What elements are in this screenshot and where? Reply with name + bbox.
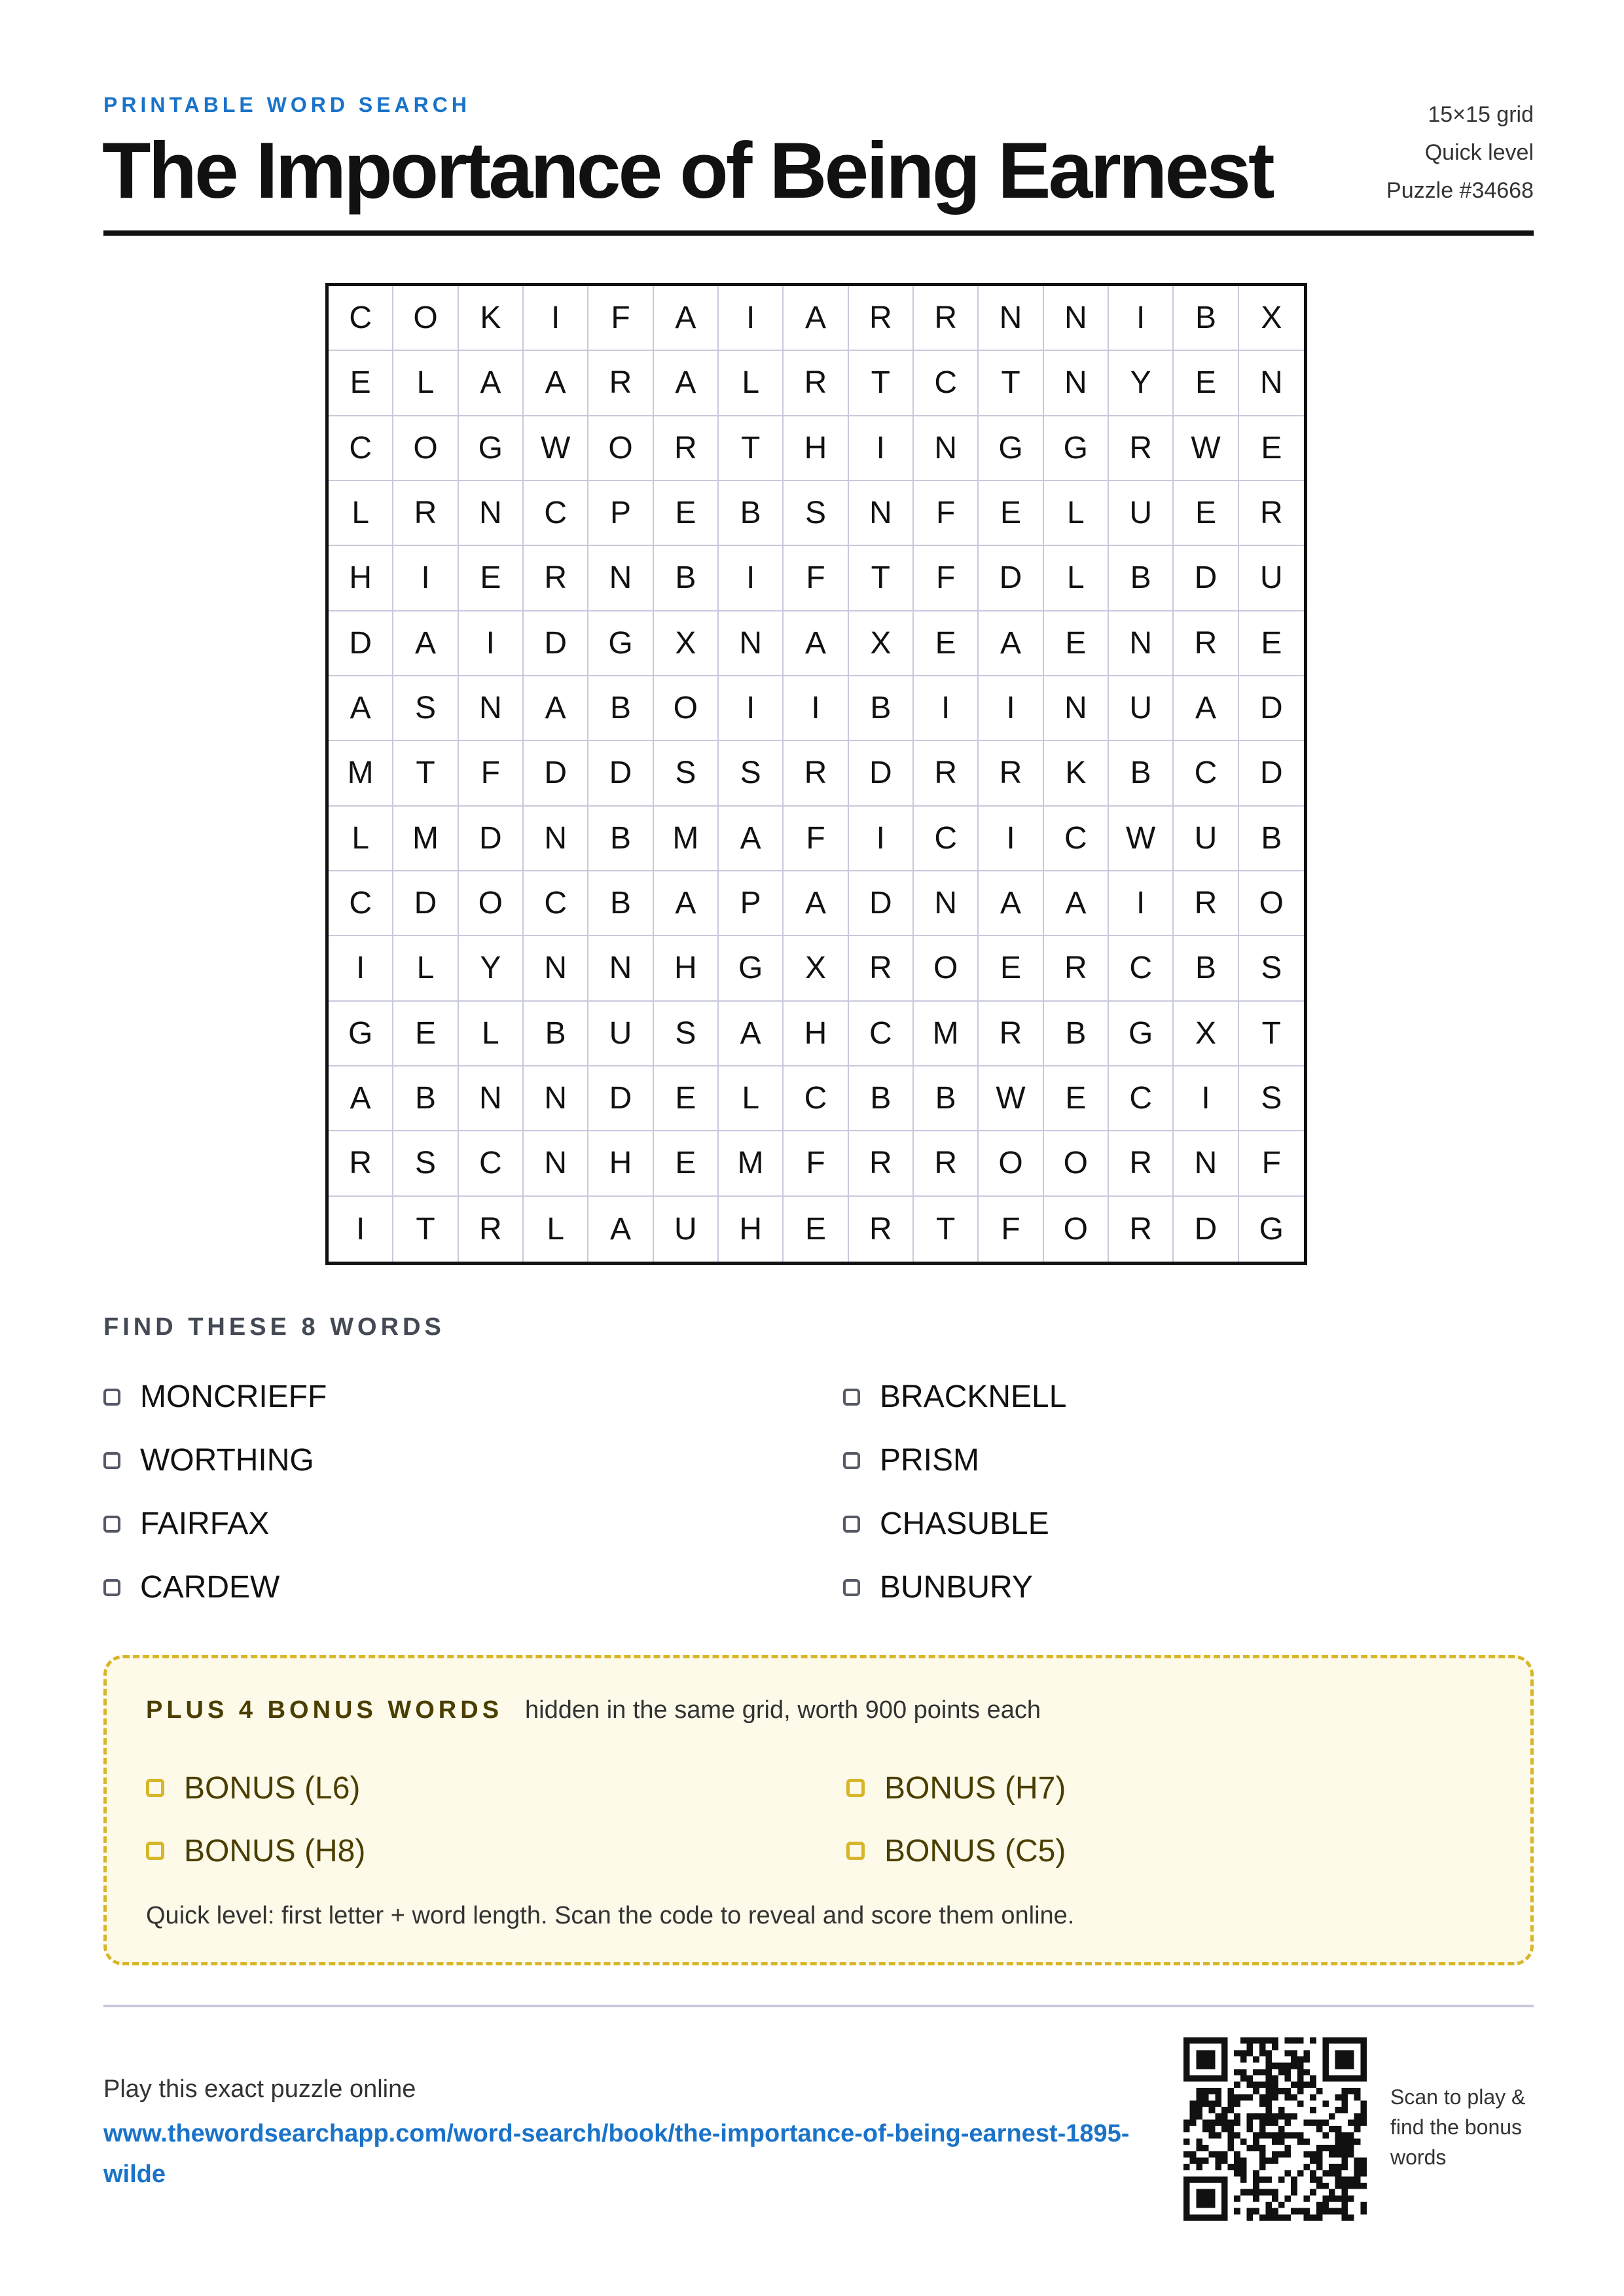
grid-cell[interactable]: A <box>784 286 848 351</box>
grid-cell[interactable]: B <box>1109 741 1174 806</box>
grid-cell[interactable]: X <box>849 611 914 676</box>
grid-cell[interactable]: N <box>979 286 1043 351</box>
grid-cell[interactable]: S <box>1239 1066 1304 1131</box>
bonus-word-label: BONUS (L6) <box>184 1770 361 1806</box>
grid-cell[interactable]: C <box>1044 807 1109 871</box>
grid-cell[interactable]: M <box>393 807 458 871</box>
bonus-panel <box>103 1655 1534 1965</box>
grid-cell[interactable]: E <box>1174 481 1238 546</box>
grid-cell[interactable]: E <box>654 1131 719 1196</box>
grid-cell[interactable]: D <box>329 611 393 676</box>
grid-cell[interactable]: N <box>524 1131 588 1196</box>
grid-cell[interactable]: B <box>393 1066 458 1131</box>
grid-cell[interactable]: B <box>849 1066 914 1131</box>
grid-cell[interactable]: G <box>1259 1211 1284 1247</box>
grid-cell[interactable]: D <box>849 741 914 806</box>
grid-cell[interactable]: R <box>1174 871 1238 936</box>
grid-cell[interactable]: P <box>719 871 784 936</box>
grid-cell[interactable]: A <box>979 871 1043 936</box>
grid-cell[interactable]: N <box>719 611 784 676</box>
word-label: BUNBURY <box>880 1570 1033 1605</box>
grid-cell[interactable]: S <box>654 1002 719 1066</box>
grid-cell[interactable]: R <box>849 286 914 351</box>
grid-cell[interactable]: D <box>588 741 653 806</box>
grid-cell[interactable]: D <box>1174 1197 1238 1262</box>
grid-cell[interactable]: E <box>1174 351 1238 416</box>
grid-cell[interactable]: B <box>914 1066 979 1131</box>
grid-cell[interactable]: N <box>524 936 588 1001</box>
grid-cell[interactable]: L <box>393 936 458 1001</box>
grid-cell[interactable]: I <box>329 936 393 1001</box>
checkbox-icon[interactable] <box>843 1516 860 1533</box>
checkbox-icon[interactable] <box>843 1452 860 1469</box>
grid-cell[interactable]: A <box>329 1066 393 1131</box>
grid-cell[interactable]: R <box>849 1197 914 1262</box>
word-label: PRISM <box>880 1443 980 1478</box>
grid-cell[interactable]: R <box>1109 1197 1174 1262</box>
grid-cell[interactable]: F <box>784 807 848 871</box>
grid-cell[interactable]: N <box>1044 286 1109 351</box>
grid-cell[interactable]: B <box>1239 807 1304 871</box>
grid-cell[interactable]: X <box>1174 1002 1238 1066</box>
grid-cell[interactable]: R <box>914 741 979 806</box>
grid-cell[interactable]: C <box>524 481 588 546</box>
grid-cell[interactable]: T <box>849 546 914 611</box>
grid-cell[interactable]: H <box>784 416 848 481</box>
grid-cell[interactable]: B <box>1044 1002 1109 1066</box>
word-item[interactable] <box>103 1492 843 1556</box>
grid-cell[interactable]: S <box>654 741 719 806</box>
grid-cell[interactable]: S <box>393 1131 458 1196</box>
grid-cell[interactable]: I <box>1109 871 1174 936</box>
grid-cell[interactable]: N <box>1044 676 1109 741</box>
letter-grid[interactable] <box>325 283 1307 1265</box>
level: Quick level <box>1424 140 1534 165</box>
checkbox-icon[interactable] <box>103 1579 120 1596</box>
grid-cell[interactable]: O <box>1044 1197 1109 1262</box>
grid-cell[interactable]: R <box>914 286 979 351</box>
grid-cell[interactable]: H <box>329 546 393 611</box>
checkbox-icon[interactable] <box>103 1452 120 1469</box>
grid-cell[interactable]: C <box>329 871 393 936</box>
grid-cell[interactable]: A <box>654 871 719 936</box>
grid-cell[interactable]: R <box>849 936 914 1001</box>
grid-cell[interactable]: L <box>719 1066 784 1131</box>
grid-cell[interactable]: T <box>914 1197 979 1262</box>
grid-cell[interactable]: C <box>914 807 979 871</box>
grid-cell[interactable]: R <box>979 741 1043 806</box>
grid-cell[interactable]: C <box>849 1002 914 1066</box>
grid-cell[interactable]: W <box>1109 807 1174 871</box>
grid-cell[interactable]: G <box>1044 416 1109 481</box>
grid-cell[interactable]: O <box>654 676 719 741</box>
grid-cell[interactable]: U <box>1109 481 1174 546</box>
grid-cell[interactable]: N <box>459 481 524 546</box>
grid-cell[interactable]: R <box>784 741 848 806</box>
grid-cell[interactable]: O <box>393 416 458 481</box>
grid-cell[interactable]: U <box>1174 807 1238 871</box>
grid-cell[interactable]: E <box>1044 611 1109 676</box>
grid-cell[interactable]: I <box>849 416 914 481</box>
grid-cell[interactable]: S <box>719 741 784 806</box>
grid-cell[interactable]: O <box>1239 871 1304 936</box>
word-item[interactable] <box>103 1429 843 1492</box>
grid-cell[interactable]: E <box>914 611 979 676</box>
grid-cell[interactable]: I <box>459 611 524 676</box>
checkbox-icon[interactable] <box>103 1389 120 1406</box>
word-label: CARDEW <box>140 1570 280 1605</box>
grid-cell[interactable]: U <box>588 1002 653 1066</box>
grid-cell[interactable]: D <box>1174 546 1238 611</box>
grid-cell[interactable]: C <box>914 351 979 416</box>
grid-cell[interactable]: R <box>459 1197 524 1262</box>
grid-cell[interactable]: A <box>524 351 588 416</box>
bonus-word-label: BONUS (H7) <box>884 1770 1066 1806</box>
grid-cell[interactable]: R <box>914 1131 979 1196</box>
word-label: FAIRFAX <box>140 1506 270 1541</box>
grid-cell[interactable]: S <box>1239 936 1304 1001</box>
grid-cell[interactable]: R <box>1044 936 1109 1001</box>
grid-cell[interactable]: R <box>1109 416 1174 481</box>
grid-cell[interactable]: R <box>784 351 848 416</box>
grid-cell[interactable]: F <box>459 741 524 806</box>
puzzle-number: Puzzle #34668 <box>1386 178 1534 203</box>
grid-cell[interactable]: T <box>849 351 914 416</box>
grid-cell[interactable]: M <box>329 741 393 806</box>
grid-cell[interactable]: E <box>979 936 1043 1001</box>
grid-cell[interactable]: N <box>1109 611 1174 676</box>
grid-cell[interactable]: F <box>979 1197 1043 1262</box>
grid-cell[interactable]: I <box>329 1197 393 1262</box>
play-online-label: Play this exact puzzle online <box>103 2075 416 2103</box>
grid-cell[interactable]: N <box>459 1066 524 1131</box>
grid-cell[interactable]: M <box>719 1131 784 1196</box>
grid-cell[interactable]: N <box>459 676 524 741</box>
grid-cell[interactable]: A <box>719 807 784 871</box>
grid-cell[interactable]: E <box>654 481 719 546</box>
grid-cell[interactable]: A <box>524 676 588 741</box>
bonus-note: Quick level: first letter + word length. Scan the code to reveal and score them online. <box>146 1902 1075 1929</box>
grid-cell[interactable]: R <box>524 546 588 611</box>
grid-cell[interactable]: F <box>784 546 848 611</box>
bonus-word-item[interactable] <box>846 1819 1494 1882</box>
grid-cell[interactable]: A <box>979 611 1043 676</box>
grid-cell[interactable]: Y <box>1109 351 1174 416</box>
footer-divider <box>103 2005 1534 2007</box>
grid-cell[interactable]: B <box>588 676 653 741</box>
grid-cell[interactable]: M <box>914 1002 979 1066</box>
word-item[interactable] <box>103 1365 843 1429</box>
grid-cell[interactable]: E <box>393 1002 458 1066</box>
grid-cell[interactable]: B <box>849 676 914 741</box>
grid-cell[interactable]: B <box>588 807 653 871</box>
bonus-word-item[interactable] <box>846 1757 1494 1819</box>
grid-cell[interactable]: G <box>329 1002 393 1066</box>
grid-cell[interactable]: B <box>524 1002 588 1066</box>
grid-cell[interactable]: I <box>1174 1066 1238 1131</box>
word-label: WORTHING <box>140 1443 314 1478</box>
grid-cell[interactable]: N <box>914 416 979 481</box>
grid-cell[interactable]: N <box>524 807 588 871</box>
grid-cell[interactable]: D <box>393 871 458 936</box>
bonus-word-label: BONUS (H8) <box>184 1833 366 1868</box>
checkbox-icon[interactable] <box>146 1842 164 1860</box>
grid-cell[interactable]: N <box>1239 351 1304 416</box>
grid-cell[interactable]: T <box>1239 1002 1304 1066</box>
grid-cell[interactable]: I <box>719 546 784 611</box>
grid-cell[interactable]: R <box>1239 481 1304 546</box>
grid-cell[interactable]: R <box>654 416 719 481</box>
grid-cell[interactable]: H <box>784 1002 848 1066</box>
find-words-label: FIND THESE 8 WORDS <box>103 1313 445 1341</box>
grid-cell[interactable]: R <box>329 1131 393 1196</box>
word-item[interactable] <box>843 1365 1534 1429</box>
grid-cell[interactable]: H <box>654 936 719 1001</box>
grid-cell[interactable]: X <box>784 936 848 1001</box>
checkbox-icon[interactable] <box>103 1516 120 1533</box>
grid-cell[interactable]: O <box>1044 1131 1109 1196</box>
grid-cell[interactable]: U <box>1239 546 1304 611</box>
bonus-header <box>146 1696 1041 1724</box>
grid-cell[interactable]: X <box>1239 286 1304 351</box>
grid-cell[interactable]: A <box>393 611 458 676</box>
grid-cell[interactable]: E <box>1239 611 1304 676</box>
word-item[interactable] <box>103 1556 843 1619</box>
grid-cell[interactable]: R <box>849 1131 914 1196</box>
grid-cell[interactable]: B <box>1174 286 1238 351</box>
grid-cell[interactable]: H <box>719 1197 784 1262</box>
grid-cell[interactable]: G <box>1109 1002 1174 1066</box>
grid-cell[interactable]: I <box>393 546 458 611</box>
qr-code-icon[interactable] <box>1183 2037 1367 2221</box>
grid-cell[interactable]: N <box>914 871 979 936</box>
word-label: MONCRIEFF <box>140 1379 327 1414</box>
grid-cell[interactable]: A <box>1174 676 1238 741</box>
grid-cell[interactable]: E <box>784 1197 848 1262</box>
grid-cell[interactable]: T <box>393 1197 458 1262</box>
grid-cell[interactable]: I <box>849 807 914 871</box>
grid-cell[interactable]: G <box>719 936 784 1001</box>
grid-cell[interactable]: D <box>979 546 1043 611</box>
grid-cell[interactable]: A <box>329 676 393 741</box>
bonus-subtitle: hidden in the same grid, worth 900 points each <box>525 1696 1041 1724</box>
grid-cell[interactable]: O <box>979 1131 1043 1196</box>
header-divider <box>103 230 1534 236</box>
grid-cell[interactable]: R <box>979 1002 1043 1066</box>
grid-cell[interactable]: A <box>588 1197 653 1262</box>
grid-cell[interactable]: F <box>1239 1131 1304 1196</box>
grid-cell[interactable]: I <box>979 807 1043 871</box>
bonus-word-label: BONUS (C5) <box>884 1833 1066 1868</box>
grid-cell[interactable]: A <box>784 871 848 936</box>
grid-cell[interactable]: O <box>588 416 653 481</box>
grid-cell[interactable]: S <box>393 676 458 741</box>
grid-cell[interactable]: L <box>1044 546 1109 611</box>
grid-cell[interactable]: C <box>329 416 393 481</box>
grid-cell[interactable]: R <box>393 481 458 546</box>
word-item[interactable] <box>843 1429 1534 1492</box>
grid-cell[interactable]: C <box>1109 936 1174 1001</box>
grid-cell[interactable]: K <box>1044 741 1109 806</box>
grid-cell[interactable]: B <box>1109 546 1174 611</box>
grid-cell[interactable]: I <box>719 676 784 741</box>
grid-cell[interactable]: G <box>588 611 653 676</box>
grid-cell[interactable]: Y <box>459 936 524 1001</box>
grid-cell[interactable]: E <box>459 546 524 611</box>
grid-cell[interactable]: T <box>719 416 784 481</box>
grid-cell[interactable]: D <box>849 871 914 936</box>
bonus-word-item[interactable] <box>146 1819 846 1882</box>
word-item[interactable] <box>843 1556 1534 1619</box>
grid-cell[interactable]: T <box>393 741 458 806</box>
grid-cell[interactable]: F <box>588 286 653 351</box>
puzzle-meta <box>1386 96 1534 210</box>
grid-cell[interactable]: B <box>719 481 784 546</box>
grid-cell[interactable]: N <box>588 546 653 611</box>
grid-cell[interactable]: A <box>719 1002 784 1066</box>
bonus-word-item[interactable] <box>146 1757 846 1819</box>
grid-cell[interactable]: D <box>588 1066 653 1131</box>
grid-cell[interactable]: R <box>588 351 653 416</box>
grid-cell[interactable]: C <box>329 286 393 351</box>
grid-size: 15×15 grid <box>1428 102 1534 127</box>
eyebrow-label: PRINTABLE WORD SEARCH <box>103 93 471 117</box>
grid-cell[interactable]: E <box>1044 1066 1109 1131</box>
grid-cell[interactable]: L <box>329 481 393 546</box>
grid-cell[interactable]: O <box>393 286 458 351</box>
grid-cell[interactable]: D <box>459 807 524 871</box>
grid-cell[interactable]: R <box>1174 611 1238 676</box>
grid-cell[interactable]: H <box>588 1131 653 1196</box>
grid-cell[interactable]: G <box>979 416 1043 481</box>
grid-cell[interactable]: W <box>1174 416 1238 481</box>
checkbox-icon[interactable] <box>846 1779 865 1797</box>
grid-cell[interactable]: B <box>1174 936 1238 1001</box>
grid-cell[interactable]: R <box>1109 1131 1174 1196</box>
scan-instructions: Scan to play & find the bonus words <box>1390 2085 1526 2169</box>
grid-cell[interactable]: C <box>459 1131 524 1196</box>
grid-cell[interactable]: I <box>524 286 588 351</box>
bonus-word-list <box>146 1757 1494 1882</box>
grid-cell[interactable]: C <box>1174 741 1238 806</box>
grid-cell[interactable]: L <box>524 1197 588 1262</box>
grid-cell[interactable]: O <box>459 871 524 936</box>
grid-cell[interactable]: X <box>654 611 719 676</box>
grid-cell[interactable]: I <box>784 676 848 741</box>
grid-cell[interactable]: C <box>784 1066 848 1131</box>
grid-cell[interactable]: L <box>719 351 784 416</box>
grid-cell[interactable]: E <box>979 481 1043 546</box>
grid-cell[interactable]: D <box>1239 676 1304 741</box>
grid-cell[interactable]: L <box>459 1002 524 1066</box>
bonus-title: PLUS 4 BONUS WORDS <box>146 1696 503 1724</box>
grid-cell[interactable]: A <box>654 286 719 351</box>
grid-cell[interactable]: I <box>719 286 784 351</box>
grid-cell[interactable]: D <box>1239 741 1304 806</box>
grid-cell[interactable]: K <box>459 286 524 351</box>
grid-cell[interactable]: N <box>849 481 914 546</box>
word-label: BRACKNELL <box>880 1379 1067 1414</box>
grid-cell[interactable]: N <box>524 1066 588 1131</box>
grid-cell[interactable]: I <box>979 676 1043 741</box>
grid-cell[interactable]: W <box>524 416 588 481</box>
grid-cell[interactable]: B <box>654 546 719 611</box>
grid-cell[interactable]: L <box>393 351 458 416</box>
grid-cell[interactable]: A <box>1044 871 1109 936</box>
word-label: CHASUBLE <box>880 1506 1049 1541</box>
grid-cell[interactable]: U <box>1109 676 1174 741</box>
checkbox-icon[interactable] <box>843 1579 860 1596</box>
grid-cell[interactable]: E <box>1239 416 1304 481</box>
checkbox-icon[interactable] <box>843 1389 860 1406</box>
grid-cell[interactable]: P <box>588 481 653 546</box>
grid-cell[interactable]: F <box>784 1131 848 1196</box>
grid-cell[interactable]: O <box>914 936 979 1001</box>
grid-cell[interactable]: D <box>524 611 588 676</box>
grid-cell[interactable]: A <box>784 611 848 676</box>
grid-cell[interactable]: L <box>1044 481 1109 546</box>
grid-cell[interactable]: W <box>979 1066 1043 1131</box>
grid-cell[interactable]: M <box>654 807 719 871</box>
grid-cell[interactable]: G <box>459 416 524 481</box>
grid-cell[interactable]: L <box>329 807 393 871</box>
grid-cell[interactable]: D <box>524 741 588 806</box>
grid-cell[interactable]: U <box>654 1197 719 1262</box>
page-title: The Importance of Being Earnest <box>102 126 1272 215</box>
checkbox-icon[interactable] <box>146 1779 164 1797</box>
grid-cell[interactable]: F <box>914 481 979 546</box>
grid-cell[interactable]: N <box>1044 351 1109 416</box>
grid-cell[interactable]: T <box>979 351 1043 416</box>
grid-cell[interactable]: A <box>654 351 719 416</box>
grid-cell[interactable]: E <box>654 1066 719 1131</box>
grid-cell[interactable]: I <box>1109 286 1174 351</box>
word-list <box>103 1365 1534 1619</box>
grid-cell[interactable]: S <box>784 481 848 546</box>
grid-cell[interactable]: A <box>459 351 524 416</box>
grid-cell[interactable]: N <box>588 936 653 1001</box>
word-item[interactable] <box>843 1492 1534 1556</box>
grid-cell[interactable]: F <box>914 546 979 611</box>
grid-cell[interactable]: B <box>588 871 653 936</box>
puzzle-url-link[interactable]: www.thewordsearchapp.com/word-search/book/the-importance-of-being-earnest-1895-wilde <box>103 2120 1130 2188</box>
grid-cell[interactable]: C <box>1109 1066 1174 1131</box>
grid-cell[interactable]: C <box>524 871 588 936</box>
grid-cell[interactable]: N <box>1174 1131 1238 1196</box>
checkbox-icon[interactable] <box>846 1842 865 1860</box>
grid-cell[interactable]: E <box>329 351 393 416</box>
grid-cell[interactable]: I <box>914 676 979 741</box>
